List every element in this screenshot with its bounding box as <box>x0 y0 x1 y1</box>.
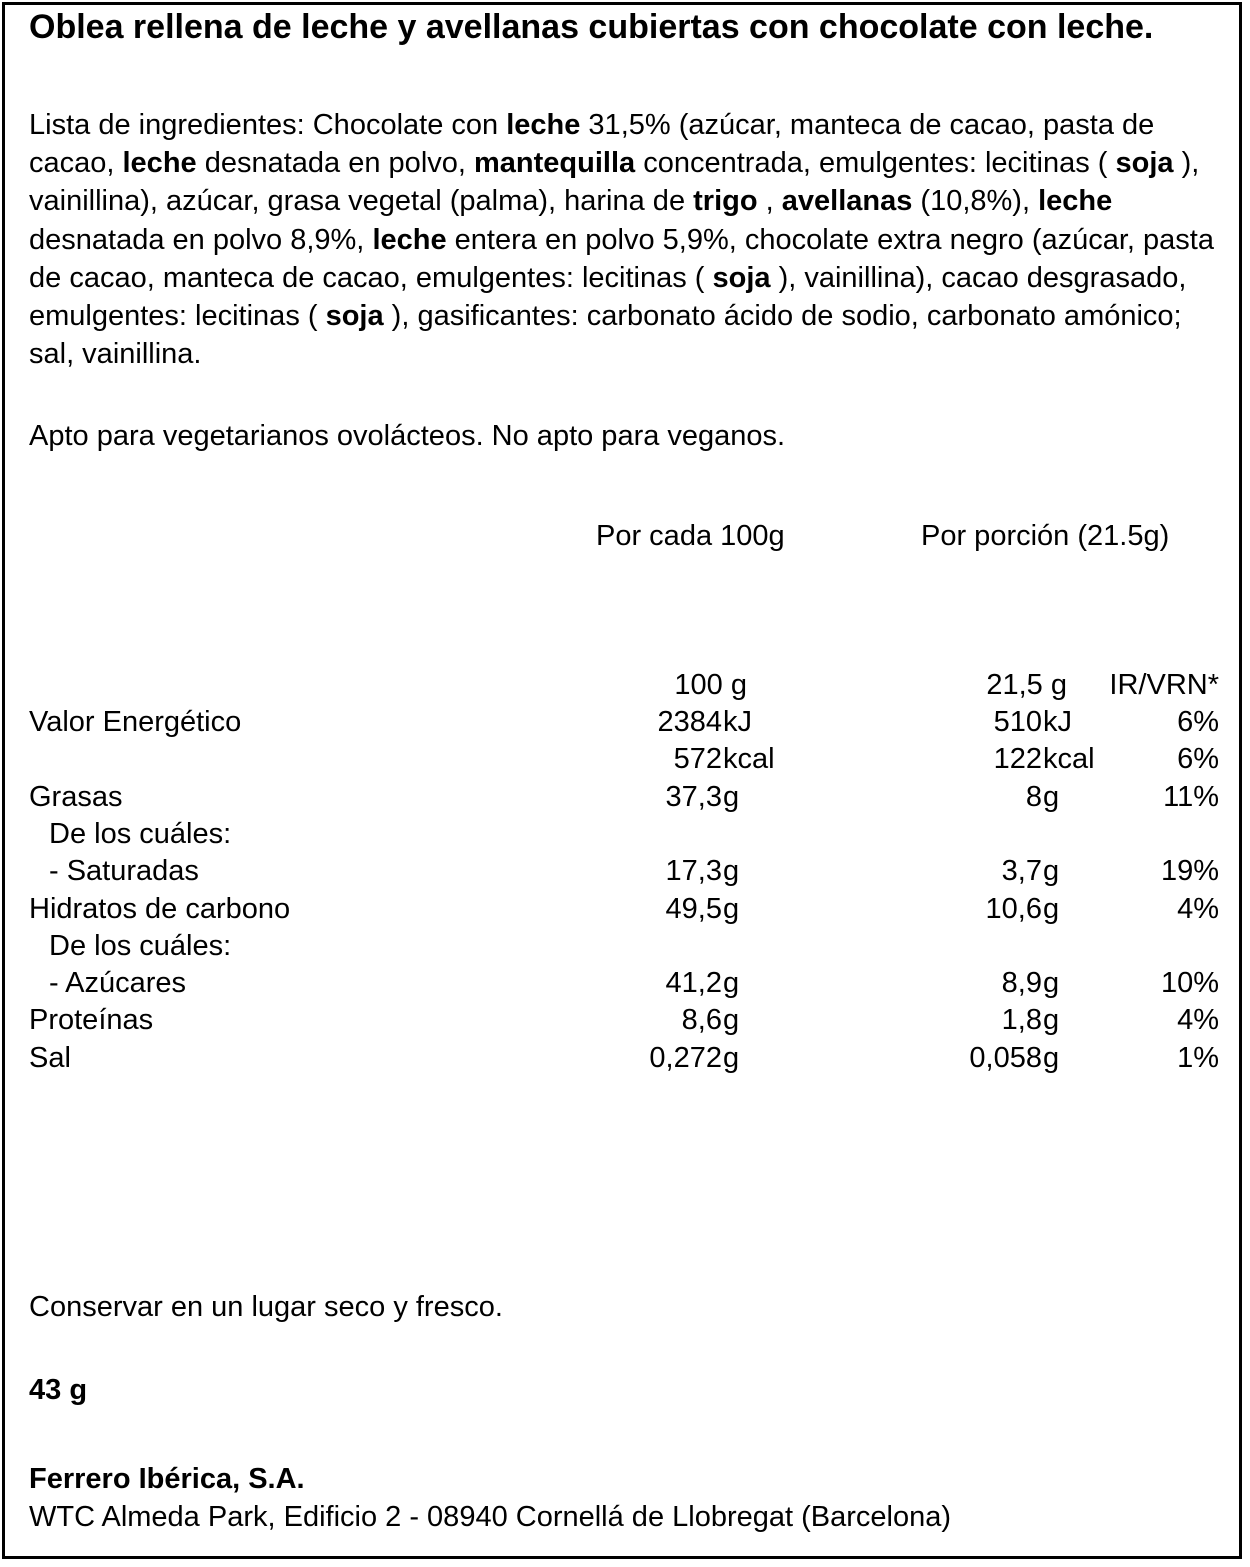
unit-per-100g: g <box>723 855 740 888</box>
nutrient-label: - Azúcares <box>49 967 186 1000</box>
ir-vrn-percent: 6% <box>1177 706 1219 738</box>
allergen-text: mantequilla <box>474 147 636 180</box>
nutrient-label: De los cuáles: <box>49 929 232 962</box>
unit-per-portion: g <box>1043 967 1060 1000</box>
allergen-text: leche <box>122 147 197 180</box>
ir-vrn-percent: 11% <box>1163 780 1219 813</box>
unit-per-portion: g <box>1043 780 1060 813</box>
ir-vrn-percent: 10% <box>1160 967 1219 1000</box>
value-per-100g: 0,272 <box>649 1041 722 1074</box>
nutrient-label: Valor Energético <box>29 706 242 738</box>
ir-vrn-percent: 4% <box>1177 892 1219 925</box>
allergen-text: trigo <box>693 185 758 218</box>
unit-per-100g: g <box>723 892 740 925</box>
allergen-text: leche <box>1038 185 1113 218</box>
unit-per-100g: g <box>723 780 740 813</box>
unit-per-portion: kcal <box>1043 743 1095 776</box>
allergen-text: leche <box>506 109 581 141</box>
nutrient-label: Proteínas <box>29 1004 154 1037</box>
unit-per-100g: kJ <box>723 706 752 738</box>
value-per-portion: 510 <box>993 706 1042 738</box>
nutrient-label: - Saturadas <box>49 855 199 888</box>
net-weight: 43 g <box>29 1374 88 1406</box>
company-name: Ferrero Ibérica, S.A. <box>29 1463 305 1495</box>
ingredient-text: desnatada en polvo, <box>196 147 474 180</box>
allergen-text: soja <box>1115 147 1174 180</box>
ir-vrn-percent: 1% <box>1177 1041 1219 1074</box>
header-per-portion: Por porción (21.5g) <box>921 520 1170 552</box>
allergen-text: leche <box>372 223 447 256</box>
unit-per-100g: g <box>723 1041 740 1074</box>
subheader-ir-vrn: IR/VRN* <box>1109 669 1219 701</box>
company-address: WTC Almeda Park, Edificio 2 - 08940 Cornellá de Llobregat (Barcelona) <box>29 1501 952 1533</box>
unit-per-100g: g <box>723 1004 740 1037</box>
ingredient-text: ), vainillina), cacao desgrasado, emulgentes: lecitinas ( <box>29 261 1187 333</box>
value-per-100g: 572 <box>673 743 722 776</box>
unit-per-portion: g <box>1043 1004 1060 1037</box>
value-per-portion: 8,9 <box>1001 967 1042 1000</box>
ingredient-text: desnatada en polvo 8,9%, <box>29 223 373 256</box>
value-per-100g: 8,6 <box>681 1004 722 1037</box>
value-per-100g: 2384 <box>657 706 722 738</box>
value-per-100g: 49,5 <box>665 892 722 925</box>
value-per-portion: 1,8 <box>1001 1004 1042 1037</box>
ingredient-text: entera en polvo 5,9%, chocolate extra negro (azúcar, pasta de cacao, manteca de cacao, emulgentes: lecitinas ( <box>29 223 1214 294</box>
nutrient-label: Hidratos de carbono <box>29 892 291 925</box>
value-per-100g: 37,3 <box>665 780 722 813</box>
nutrient-label: Sal <box>29 1041 71 1074</box>
ingredient-text: ), gasificantes: carbonato ácido de sodio, carbonato amónico; sal, vainillina. <box>29 300 1182 371</box>
value-per-100g: 41,2 <box>665 967 722 1000</box>
value-per-portion: 0,058 <box>969 1041 1042 1074</box>
unit-per-portion: g <box>1043 855 1060 888</box>
value-per-portion: 10,6 <box>985 892 1042 925</box>
ir-vrn-percent: 6% <box>1177 743 1219 776</box>
product-title: Oblea rellena de leche y avellanas cubiertas con chocolate con leche. <box>29 8 1154 46</box>
subheader-per-100g: 100 g <box>674 669 747 701</box>
ingredient-text: concentrada, emulgentes: lecitinas ( <box>635 147 1116 180</box>
value-per-portion: 3,7 <box>1001 855 1042 888</box>
ingredient-text: , <box>757 185 782 218</box>
unit-per-100g: kcal <box>723 743 775 776</box>
allergen-text: soja <box>325 300 384 333</box>
unit-per-100g: g <box>723 967 740 1000</box>
ir-vrn-percent: 19% <box>1160 855 1219 888</box>
unit-per-portion: g <box>1043 892 1060 925</box>
storage-note: Conservar en un lugar seco y fresco. <box>29 1291 503 1323</box>
ingredient-text: 31,5% (azúcar, manteca de cacao, pasta de cacao, <box>29 109 1155 180</box>
value-per-100g: 17,3 <box>665 855 722 888</box>
product-label <box>2 2 1242 1559</box>
ingredients-list <box>29 106 1219 373</box>
allergen-text: avellanas <box>781 185 913 218</box>
nutrient-label: Grasas <box>29 780 123 813</box>
ir-vrn-percent: 4% <box>1177 1004 1219 1037</box>
subheader-per-portion: 21,5 g <box>986 669 1067 701</box>
value-per-portion: 122 <box>993 743 1042 776</box>
nutrient-label: De los cuáles: <box>49 817 232 850</box>
unit-per-portion: kJ <box>1043 706 1072 738</box>
ingredient-text: Lista de ingredientes: Chocolate con <box>29 109 507 141</box>
allergen-text: soja <box>712 261 771 294</box>
diet-note: Apto para vegetarianos ovolácteos. No apto para veganos. <box>29 420 786 452</box>
ingredient-text: ), vainillina), azúcar, grasa vegetal (palma), harina de <box>29 147 1200 218</box>
unit-per-portion: g <box>1043 1041 1060 1074</box>
header-per-100g: Por cada 100g <box>596 520 785 552</box>
ingredient-text: (10,8%), <box>912 185 1039 218</box>
value-per-portion: 8 <box>1025 780 1042 813</box>
